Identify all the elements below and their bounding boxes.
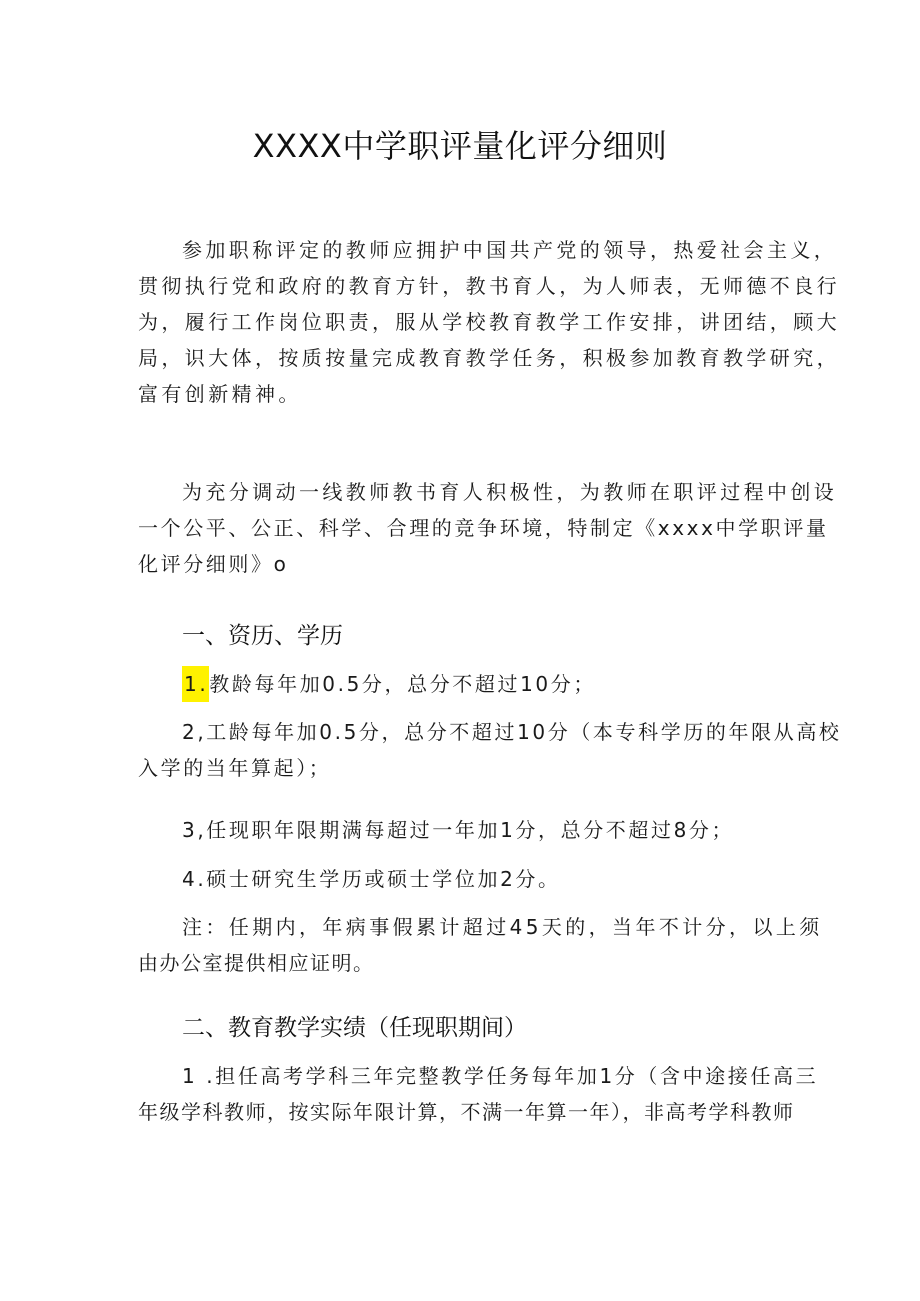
highlighted-number: 1.	[182, 666, 209, 702]
text-line: 富有创新精神。	[138, 382, 302, 406]
text-line: 由办公室提供相应证明。	[138, 951, 375, 975]
text-line: 年级学科教师，按实际年限计算，不满一年算一年），非高考学科教师	[138, 1100, 795, 1124]
text-line: 1 .担任高考学科三年完整教学任务每年加1分（含中途接任高三	[182, 1064, 819, 1088]
intro-paragraph-1	[138, 232, 840, 412]
section1-item-2	[138, 714, 842, 786]
section1-item-3	[138, 812, 798, 848]
text-line: 一个公平、公正、科学、合理的竞争环境，特制定《xxxx中学职评量	[138, 516, 829, 540]
text-line: 局，识大体，按质按量完成教育教学任务，积极参加教育教学研究，	[138, 346, 840, 370]
text-line: 为，履行工作岗位职责，服从学校教育教学工作安排，讲团结，顾大	[138, 310, 840, 334]
section-heading-1: 一、资历、学历	[182, 623, 343, 649]
text-line: 3,任现职年限期满每超过一年加1分，总分不超过8分；	[182, 818, 735, 842]
section1-note	[138, 909, 823, 981]
text-line: 4.硕士研究生学历或硕士学位加2分。	[182, 867, 561, 891]
text-line: 2,工龄每年加0.5分，总分不超过10分（本专科学历的年限从高校	[182, 720, 842, 744]
text-line: 入学的当年算起）；	[138, 756, 332, 780]
text-line: 贯彻执行党和政府的教育方针，教书育人，为人师表，无师德不良行	[138, 274, 840, 298]
text-line: 为充分调动一线教师教书育人积极性，为教师在职评过程中创设	[182, 480, 838, 504]
text-line: 参加职称评定的教师应拥护中国共产党的领导，热爱社会主义，	[182, 238, 838, 262]
section-heading-2: 二、教育教学实绩（任现职期间）	[182, 1015, 527, 1041]
section1-item-4	[138, 861, 798, 897]
text-line: 化评分细则》o	[138, 552, 289, 576]
section1-item-1	[138, 666, 798, 702]
text-line: 注：任期内，年病事假累计超过45天的，当年不计分，以上须	[182, 915, 823, 939]
section2-item-1	[138, 1058, 819, 1130]
intro-paragraph-2	[138, 474, 838, 582]
document-title: XXXX中学职评量化评分细则	[252, 127, 668, 165]
item-text: 教龄每年加0.5分，总分不超过10分；	[209, 672, 596, 696]
